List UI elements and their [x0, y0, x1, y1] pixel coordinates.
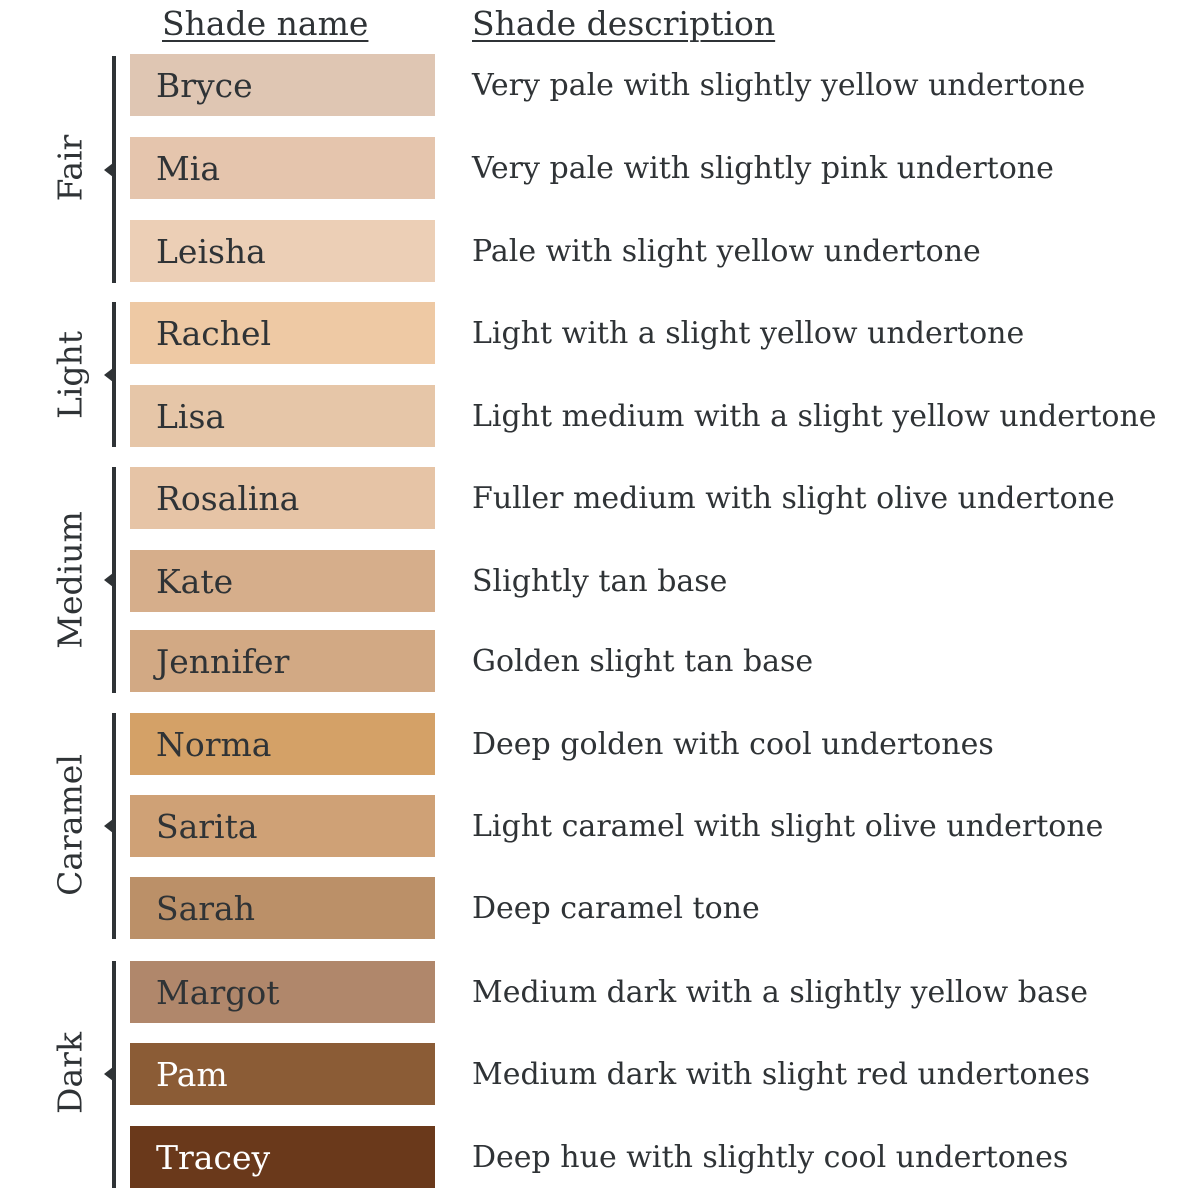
category-notch-dark [104, 1067, 113, 1081]
shade-swatch-leisha: Leisha [130, 220, 435, 282]
category-notch-fair [104, 163, 113, 177]
category-label-light: Light [50, 330, 90, 420]
shade-swatch-rosalina: Rosalina [130, 467, 435, 529]
shade-description-tracey: Deep hue with slightly cool undertones [472, 1139, 1069, 1175]
category-label-medium: Medium [50, 511, 90, 649]
shade-swatch-norma: Norma [130, 713, 435, 775]
category-label-dark: Dark [50, 1032, 90, 1114]
category-label-fair: Fair [50, 134, 90, 202]
shade-description-leisha: Pale with slight yellow undertone [472, 233, 981, 269]
shade-description-sarita: Light caramel with slight olive undertone [472, 808, 1104, 844]
category-notch-light [104, 368, 113, 382]
shade-swatch-bryce: Bryce [130, 54, 435, 116]
shade-swatch-rachel: Rachel [130, 302, 435, 364]
category-notch-caramel [104, 819, 113, 833]
shade-swatch-tracey: Tracey [130, 1126, 435, 1188]
shade-description-header: Shade description [472, 4, 776, 43]
category-label-caramel: Caramel [50, 754, 90, 896]
shade-swatch-margot: Margot [130, 961, 435, 1023]
shade-name-header: Shade name [162, 4, 369, 43]
shade-description-rosalina: Fuller medium with slight olive undertone [472, 480, 1115, 516]
shade-swatch-sarita: Sarita [130, 795, 435, 857]
shade-description-norma: Deep golden with cool undertones [472, 726, 994, 762]
shade-description-kate: Slightly tan base [472, 563, 728, 599]
category-notch-medium [104, 573, 113, 587]
shade-description-pam: Medium dark with slight red undertones [472, 1056, 1090, 1092]
shade-description-lisa: Light medium with a slight yellow undertone [472, 398, 1157, 434]
shade-swatch-sarah: Sarah [130, 877, 435, 939]
shade-description-sarah: Deep caramel tone [472, 890, 760, 926]
shade-description-bryce: Very pale with slightly yellow undertone [472, 67, 1086, 103]
shade-description-jennifer: Golden slight tan base [472, 643, 814, 679]
shade-swatch-jennifer: Jennifer [130, 630, 435, 692]
shade-swatch-mia: Mia [130, 137, 435, 199]
shade-description-rachel: Light with a slight yellow undertone [472, 315, 1025, 351]
shade-description-mia: Very pale with slightly pink undertone [472, 150, 1054, 186]
shade-swatch-lisa: Lisa [130, 385, 435, 447]
shade-swatch-kate: Kate [130, 550, 435, 612]
shade-description-margot: Medium dark with a slightly yellow base [472, 974, 1088, 1010]
shade-swatch-pam: Pam [130, 1043, 435, 1105]
